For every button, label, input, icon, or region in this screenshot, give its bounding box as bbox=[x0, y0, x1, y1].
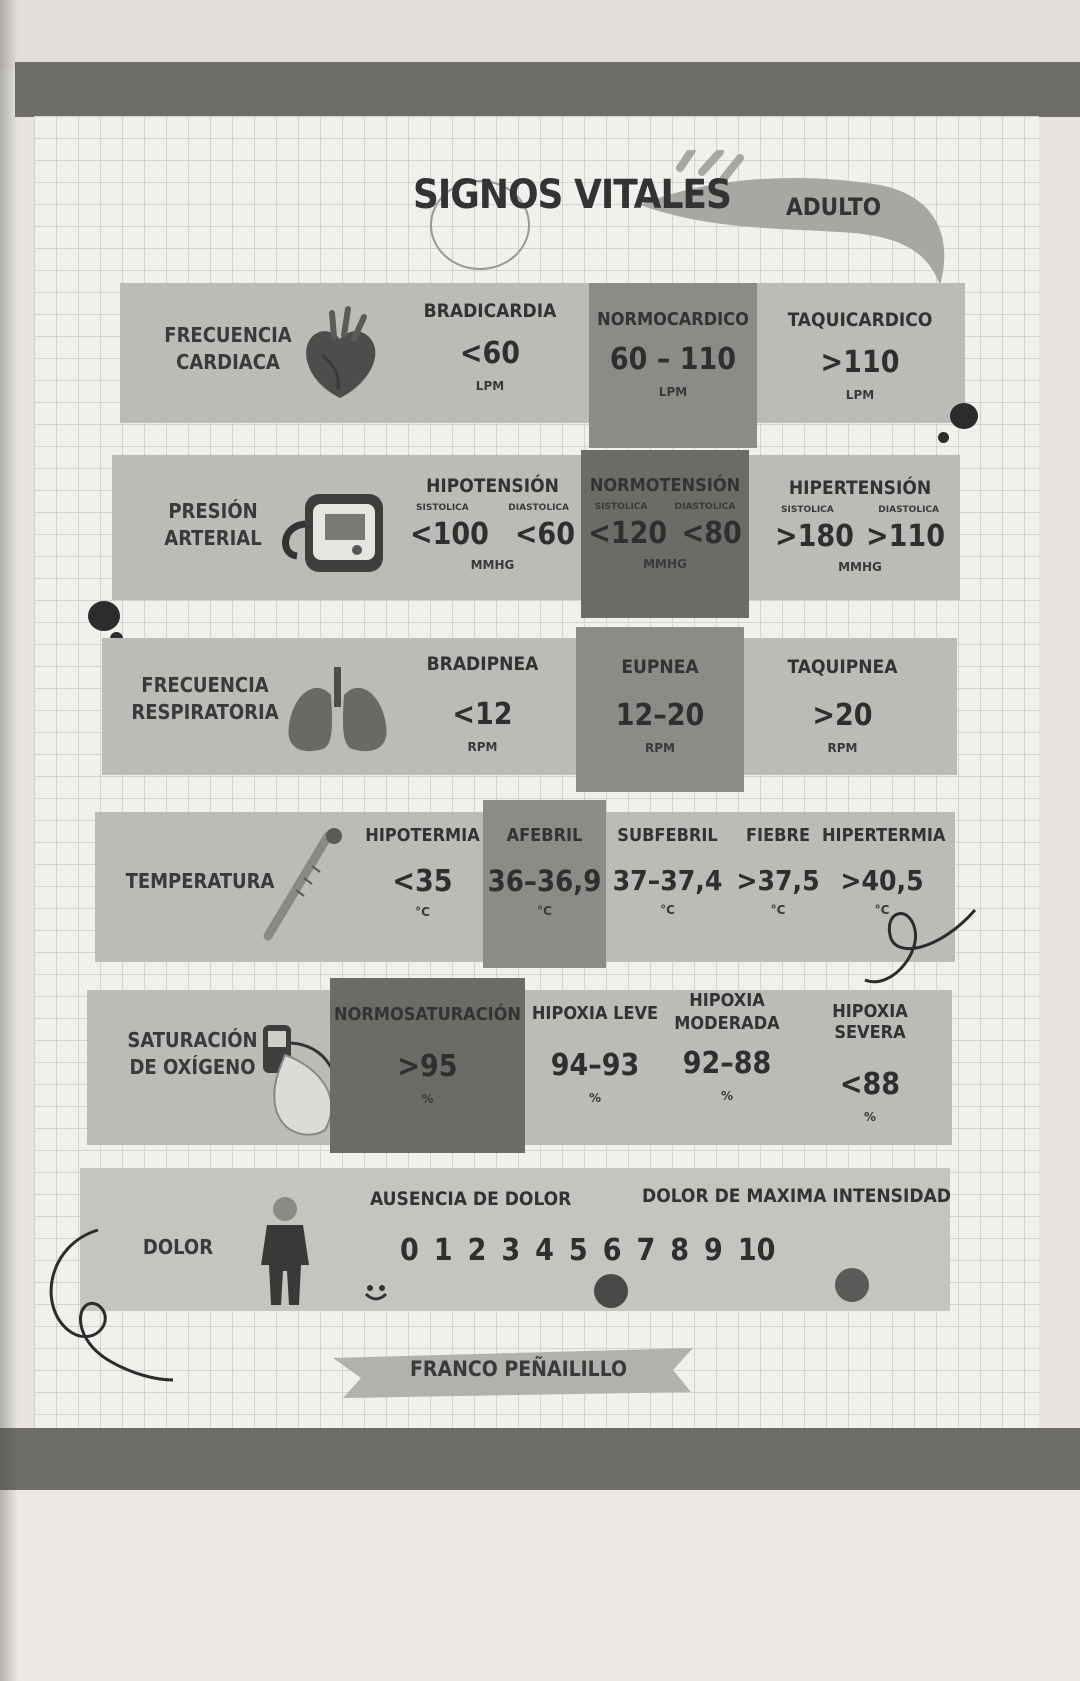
temperature-label: TEMPERATURA bbox=[125, 869, 275, 893]
hypertension-diastolic-label: DIASTOLICA bbox=[878, 505, 939, 515]
ink-dot bbox=[88, 601, 120, 631]
lungs-icon bbox=[285, 665, 390, 755]
temp-fever-unit: °C bbox=[770, 903, 786, 917]
hypertension-cell bbox=[775, 477, 945, 574]
oxygen-label: SATURACIÓN DE OXÍGENO bbox=[127, 1028, 258, 1079]
pain-scale-4: 4 bbox=[535, 1233, 554, 1268]
sad-face-icon bbox=[835, 1268, 869, 1302]
table-surface bbox=[0, 1490, 1080, 1681]
author-name: FRANCO PEÑAILILLO bbox=[410, 1357, 628, 1381]
tachypnea-value: >20 bbox=[812, 698, 873, 733]
hypotension-systolic-value: <100 bbox=[410, 517, 489, 552]
normocardic-header: NORMOCARDICO bbox=[597, 309, 749, 330]
temp-subfebrile-cell bbox=[610, 825, 725, 917]
squiggle-decoration bbox=[860, 895, 990, 990]
heart-icon bbox=[300, 303, 380, 403]
eupnea-value: 12–20 bbox=[615, 698, 705, 733]
hypertension-unit: MMHG bbox=[838, 560, 882, 574]
temp-afebrile-value: 36–36,9 bbox=[487, 864, 602, 898]
pain-scale-8: 8 bbox=[670, 1233, 690, 1268]
normotension-systolic-value: <120 bbox=[588, 516, 668, 551]
hypertension-diastolic-value: >110 bbox=[866, 519, 945, 554]
temp-hypothermia-header: HIPOTERMIA bbox=[365, 825, 480, 846]
temp-subfebrile-header: SUBFEBRIL bbox=[617, 825, 718, 846]
hypotension-cell bbox=[410, 475, 575, 572]
page-title: SIGNOS VITALES bbox=[413, 172, 731, 218]
hypertension-header: HIPERTENSIÓN bbox=[788, 477, 932, 499]
oxygen-moderate-header-line1: HIPOXIA bbox=[689, 990, 765, 1011]
respiratory-rate-label: FRECUENCIA RESPIRATORIA bbox=[131, 673, 279, 724]
dark-border-bottom bbox=[0, 1428, 1080, 1490]
thermometer-icon bbox=[258, 826, 348, 946]
oxygen-normal-cell bbox=[330, 978, 525, 1153]
pain-scale-3: 3 bbox=[501, 1233, 521, 1268]
oxygen-mild-unit: % bbox=[588, 1091, 602, 1105]
normotension-unit: MMHG bbox=[643, 557, 687, 571]
pain-scale-7: 7 bbox=[636, 1233, 656, 1268]
tachypnea-header: TAQUIPNEA bbox=[787, 656, 898, 678]
oxygen-severe-value: <88 bbox=[839, 1067, 901, 1102]
temp-fever-cell bbox=[733, 825, 823, 917]
happy-face-icon bbox=[362, 1282, 390, 1304]
hypotension-unit: MMHG bbox=[470, 558, 515, 572]
oxygen-moderate-unit: % bbox=[720, 1089, 734, 1103]
hypertension-systolic-value: >180 bbox=[775, 519, 854, 554]
person-icon bbox=[255, 1195, 315, 1307]
hypotension-diastolic-value: <60 bbox=[514, 517, 575, 552]
oxygen-normal-value: >95 bbox=[397, 1049, 458, 1084]
temp-afebrile-unit: °C bbox=[537, 904, 552, 918]
temp-fever-value: >37,5 bbox=[736, 864, 820, 897]
normocardic-unit: LPM bbox=[658, 385, 688, 399]
tachycardic-value: >110 bbox=[820, 345, 900, 380]
pain-scale-6: 6 bbox=[602, 1233, 622, 1268]
page-subtitle: ADULTO bbox=[786, 193, 882, 221]
temp-hypothermia-cell bbox=[365, 825, 480, 919]
normotension-systolic-label: SISTOLICA bbox=[594, 502, 648, 512]
normocardic-value: 60 – 110 bbox=[609, 342, 737, 377]
bradycardia-unit: LPM bbox=[475, 379, 505, 393]
tachycardic-header: TAQUICARDICO bbox=[787, 309, 933, 331]
normotension-cell bbox=[581, 450, 749, 618]
temp-afebrile-cell bbox=[483, 800, 606, 968]
ink-dot-small bbox=[938, 432, 949, 443]
tachycardic-cell bbox=[775, 309, 945, 402]
blood-pressure-label: PRESIÓN ARTERIAL bbox=[164, 499, 262, 550]
temp-subfebrile-value: 37–37,4 bbox=[612, 864, 723, 897]
temp-hyperthermia-header: HIPERTERMIA bbox=[822, 825, 946, 846]
pain-scale-5: 5 bbox=[568, 1233, 588, 1268]
bradycardia-value: <60 bbox=[459, 336, 521, 371]
dark-border-top bbox=[15, 62, 1080, 117]
oxygen-normal-unit: % bbox=[421, 1092, 434, 1106]
normotension-diastolic-value: <80 bbox=[681, 516, 742, 551]
normotension-header: NORMOTENSIÓN bbox=[589, 475, 741, 496]
temp-hypothermia-unit: °C bbox=[415, 905, 430, 919]
pain-absence-caption: AUSENCIA DE DOLOR bbox=[370, 1188, 572, 1210]
normocardic-cell bbox=[589, 283, 757, 448]
pain-scale-1: 1 bbox=[433, 1233, 453, 1268]
background-top bbox=[0, 0, 1080, 70]
oxygen-mild-header: HIPOXIA LEVE bbox=[531, 1003, 659, 1024]
temp-hyperthermia-value: >40,5 bbox=[840, 864, 924, 897]
temp-subfebrile-unit: °C bbox=[660, 903, 675, 917]
pain-scale bbox=[400, 1233, 775, 1268]
eupnea-header: EUPNEA bbox=[621, 656, 699, 678]
bradycardia-header: BRADICARDIA bbox=[423, 300, 557, 322]
oxygen-severe-cell bbox=[795, 1001, 945, 1124]
oxygen-mild-value: 94–93 bbox=[550, 1048, 640, 1083]
oxygen-severe-unit: % bbox=[863, 1110, 877, 1124]
temp-hypothermia-value: <35 bbox=[392, 864, 453, 899]
oxygen-moderate-cell bbox=[662, 990, 792, 1103]
hypotension-systolic-label: SISTOLICA bbox=[416, 503, 469, 513]
temp-fever-header: FIEBRE bbox=[745, 825, 811, 846]
pain-scale-2: 2 bbox=[467, 1233, 487, 1268]
pain-scale-10: 10 bbox=[737, 1233, 776, 1268]
hypotension-header: HIPOTENSIÓN bbox=[426, 475, 559, 497]
temp-afebrile-header: AFEBRIL bbox=[506, 825, 583, 846]
bradypnea-value: <12 bbox=[452, 697, 513, 732]
pain-label: DOLOR bbox=[142, 1235, 214, 1259]
tachypnea-unit: RPM bbox=[827, 741, 858, 755]
tachypnea-cell bbox=[760, 656, 925, 755]
oxygen-normal-header: NORMOSATURACIÓN bbox=[334, 1004, 521, 1025]
oxygen-moderate-header-line2: MODERADA bbox=[674, 1013, 780, 1034]
neutral-face-icon bbox=[594, 1274, 628, 1308]
bradypnea-cell bbox=[400, 653, 565, 754]
oxygen-mild-cell bbox=[530, 1003, 660, 1105]
eupnea-cell bbox=[576, 627, 744, 792]
bradypnea-unit: RPM bbox=[467, 740, 498, 754]
normotension-diastolic-label: DIASTOLICA bbox=[674, 502, 736, 512]
pain-scale-9: 9 bbox=[704, 1233, 723, 1268]
left-shadow bbox=[0, 0, 18, 1681]
hypotension-diastolic-label: DIASTOLICA bbox=[508, 503, 569, 513]
bradycardia-cell bbox=[410, 300, 570, 393]
pain-scale-0: 0 bbox=[400, 1233, 419, 1268]
hypertension-systolic-label: SISTOLICA bbox=[781, 505, 834, 515]
oxygen-moderate-value: 92–88 bbox=[682, 1046, 772, 1081]
heart-rate-label: FRECUENCIA CARDIACA bbox=[164, 323, 292, 374]
pain-max-caption: DOLOR DE MAXIMA INTENSIDAD bbox=[642, 1185, 951, 1207]
swirl-decoration bbox=[38, 1225, 178, 1385]
eupnea-unit: RPM bbox=[645, 741, 675, 755]
bradypnea-header: BRADIPNEA bbox=[426, 653, 539, 675]
tachycardic-unit: LPM bbox=[845, 388, 875, 402]
ink-dot bbox=[950, 403, 978, 429]
oxygen-severe-header: HIPOXIA SEVERA bbox=[832, 1001, 908, 1043]
blood-pressure-monitor-icon bbox=[277, 484, 387, 579]
temp-hyperthermia-unit: °C bbox=[874, 903, 890, 917]
